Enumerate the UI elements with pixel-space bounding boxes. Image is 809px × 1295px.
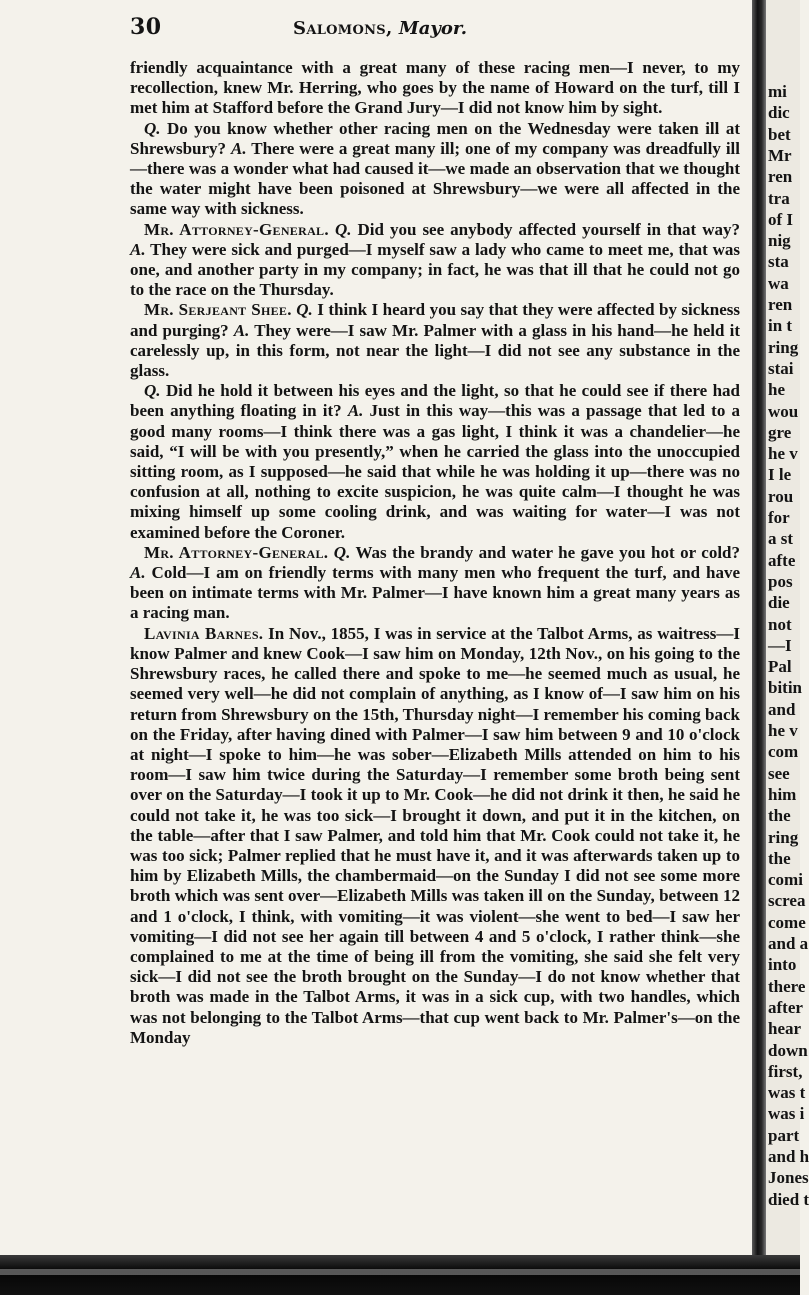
facing-page-line: gre — [768, 422, 792, 442]
facing-page-line: stai — [768, 358, 794, 378]
facing-page-line: see — [768, 763, 790, 783]
facing-page-line: the — [768, 806, 791, 826]
paragraph — [130, 220, 740, 301]
facing-page-line: the — [768, 848, 791, 868]
facing-page-line: in t — [768, 316, 793, 336]
question-marker: Q. — [334, 219, 352, 239]
question-marker: Q. — [144, 118, 161, 138]
facing-page-line: comi — [768, 870, 803, 890]
speaker-label: Mr. Attorney-General. — [144, 219, 329, 239]
question-text: Do you know whether other racing men on the Wednesday were taken ill at Shrewsbury? — [130, 118, 740, 158]
facing-page-line: into — [768, 955, 797, 975]
paragraph — [130, 381, 740, 543]
facing-page-line: I le — [768, 465, 792, 485]
running-head — [0, 18, 760, 39]
running-head-name: Salomons, — [293, 18, 393, 39]
facing-page-line: ring — [768, 827, 799, 847]
facing-page-line: bet — [768, 124, 791, 144]
facing-page-line: and h — [768, 1147, 809, 1166]
question-marker: Q. — [333, 542, 351, 562]
facing-page-line: he v — [768, 721, 798, 740]
facing-page-line: come — [768, 912, 806, 932]
answer-text: They were sick and purged—I myself saw a lady who came to meet me, that was one, and another party in my company; in fact, he was that ill that he could not go to the race on the Thursday. — [130, 239, 740, 300]
facing-page-line: for — [768, 508, 790, 527]
facing-page-line: sta — [768, 252, 789, 272]
facing-page-line: he — [768, 380, 785, 400]
facing-page-line: wou — [768, 401, 799, 421]
answer-text: There were a great many ill; one of my company was dreadfully ill—there was a wonder what had caused it—we made an observation that we thought the water might have been poisoned at Shrewsbury—we were all affected in the same way with sickness. — [130, 138, 740, 219]
paragraph — [130, 543, 740, 624]
facing-page-line: was t — [768, 1083, 806, 1103]
facing-page-line: and a — [768, 934, 809, 953]
facing-page-line: wa — [768, 273, 789, 293]
page-number: 30 — [130, 14, 162, 40]
facing-page-line: bitin — [768, 678, 803, 698]
book-gutter — [752, 0, 766, 1260]
question-marker: Q. — [296, 300, 313, 320]
facing-page-line: first, — [768, 1061, 803, 1081]
facing-page-line: part — [768, 1125, 800, 1145]
question-text: Was the brandy and water he gave you hot or cold? — [350, 542, 741, 562]
answer-marker: A. — [347, 401, 364, 421]
facing-page-line: afte — [768, 550, 796, 570]
speaker-label: Mr. Serjeant Shee. — [144, 300, 292, 320]
question-text: Did he hold it between his eyes and the light, so that he could see if there had been anything floating in it? — [130, 381, 740, 421]
answer-text: They were—I saw Mr. Palmer with a glass in his hand—he held it carelessly up, in this form, not near the light—I did not see any substance in the glass. — [130, 320, 740, 381]
facing-page-line: com — [768, 742, 799, 762]
facing-page-line: nig — [768, 231, 791, 251]
facing-page-line: screa — [768, 891, 806, 911]
answer-marker: A. — [233, 320, 250, 340]
facing-page-line: there — [768, 976, 806, 996]
facing-page-line: ren — [768, 167, 793, 187]
question-text: In Nov., 1855, I was in service at the Talbot Arms, as waitress—I know Palmer and knew Cook—I saw him on Monday, 12th Nov., on his going to the Shrewsbury races, he called there and spoke to me—he seemed much as usual, he seemed very well—he did not complain of anything, as I know of—I saw him on his return from Shrewsbury on the 15th, Thursday night—I remember his coming back on the Friday, after having dined with Palmer—I saw him between 9 and 10 o'clock at night—I spoke to him—he was sober—Elizabeth Mills attended on him to his room—I saw him twice during the Saturday—I remember some broth being sent over on the Saturday—I took it up to Mr. Cook—he did not drink it then, he said he could not take it, he was too sick—I brought it down, and put it in the kitchen, on the table—after that I saw Palmer, and told him that Mr. Cook could not take it, he was too sick; Palmer replied that he must have it, and it was afterwards taken up to him by Elizabeth Mills, the chambermaid—on the Sunday I did not see some more broth which was sent over—Elizabeth Mills was taken ill on the Sunday, between 12 and 1 o'clock, I think, with vomiting—it was violent—she went to bed—I saw her vomiting—I did not see her again till between 4 and 5 o'clock, I rather think—she complained to me at the time of being ill from the vomiting, she said she felt very sick—I did not see the broth brought on the Sunday—I do not know whether that broth was made in the Talbot Arms, it was in a sick cup, with two handles, which was not belonging to the Talbot Arms—that cup went back to Mr. Palmer's—on the Monday — [130, 623, 740, 1047]
question-marker: Q. — [144, 381, 161, 401]
facing-page-line: Jones — [768, 1168, 809, 1188]
facing-page-line: ren — [768, 295, 793, 314]
facing-page-line: of I — [768, 209, 794, 229]
answer-marker: A. — [130, 239, 146, 259]
facing-page-line: tra — [768, 188, 790, 208]
facing-page-line: Mr — [768, 145, 792, 165]
facing-page-line: mi — [768, 82, 787, 101]
facing-page-line: die — [768, 593, 790, 613]
paragraph — [130, 300, 740, 381]
facing-page-line: was i — [768, 1104, 805, 1124]
facing-page-line: hear — [768, 1019, 802, 1039]
answer-text: Cold—I am on friendly terms with many men who frequent the turf, and have been on intimate terms with Mr. Palmer—I have known him a great many years as a racing man. — [130, 563, 740, 623]
running-head-mayor: Mayor. — [398, 18, 467, 39]
facing-page-line: —I — [768, 635, 792, 655]
answer-text: Just in this way—this was a passage that led to a good many rooms—I think there was a gas light, I think it was a chandelier—he said, “I will be with you presently,” when he carried the glass into the unoccupied sitting room, as I supposed—he said that while he was holding it up—there was no confusion at all, nothing to excite suspicion, he was quite calm—I thought he was mixing himself up some cooling drink, and was waiting for water—I was not examined before the Coroner. — [130, 401, 740, 542]
facing-page-line: dic — [768, 103, 790, 123]
paragraph — [130, 58, 740, 119]
answer-marker: A. — [130, 563, 146, 583]
paragraph-text: friendly acquaintance with a great many of these racing men—I never, to my recollection, knew Mr. Herring, who goes by the name of Howard on the turf, till I met him at Stafford before the Grand Jury—I did not know him by sight. — [130, 58, 740, 118]
facing-page-line: ring — [768, 337, 799, 357]
trial-testimony-text — [130, 58, 740, 1048]
facing-page-line: down — [768, 1040, 808, 1060]
paragraph — [130, 624, 740, 1048]
question-text: Did you see anybody affected yourself in that way? — [351, 219, 741, 239]
speaker-label: Mr. Attorney-General. — [144, 542, 329, 562]
facing-page-line: pos — [768, 571, 793, 591]
facing-page-line: died t — [768, 1189, 809, 1209]
question-text: I think I heard you say that they were affected by sickness and purging? — [130, 300, 741, 340]
facing-page-line: and — [768, 699, 796, 719]
facing-page-line: rou — [768, 486, 794, 506]
facing-page-line: not — [768, 614, 792, 634]
facing-page-line: after — [768, 997, 803, 1017]
answer-marker: A. — [231, 138, 247, 158]
scan-bottom-edge — [0, 1255, 800, 1295]
facing-page-fragment — [766, 0, 809, 1260]
facing-page-line: him — [768, 784, 797, 804]
paragraph — [130, 119, 740, 220]
facing-page-line: a st — [768, 529, 794, 549]
facing-page-line: Pal — [768, 657, 792, 677]
facing-page-line: he v — [768, 444, 798, 464]
speaker-label: Lavinia Barnes. — [144, 623, 264, 643]
